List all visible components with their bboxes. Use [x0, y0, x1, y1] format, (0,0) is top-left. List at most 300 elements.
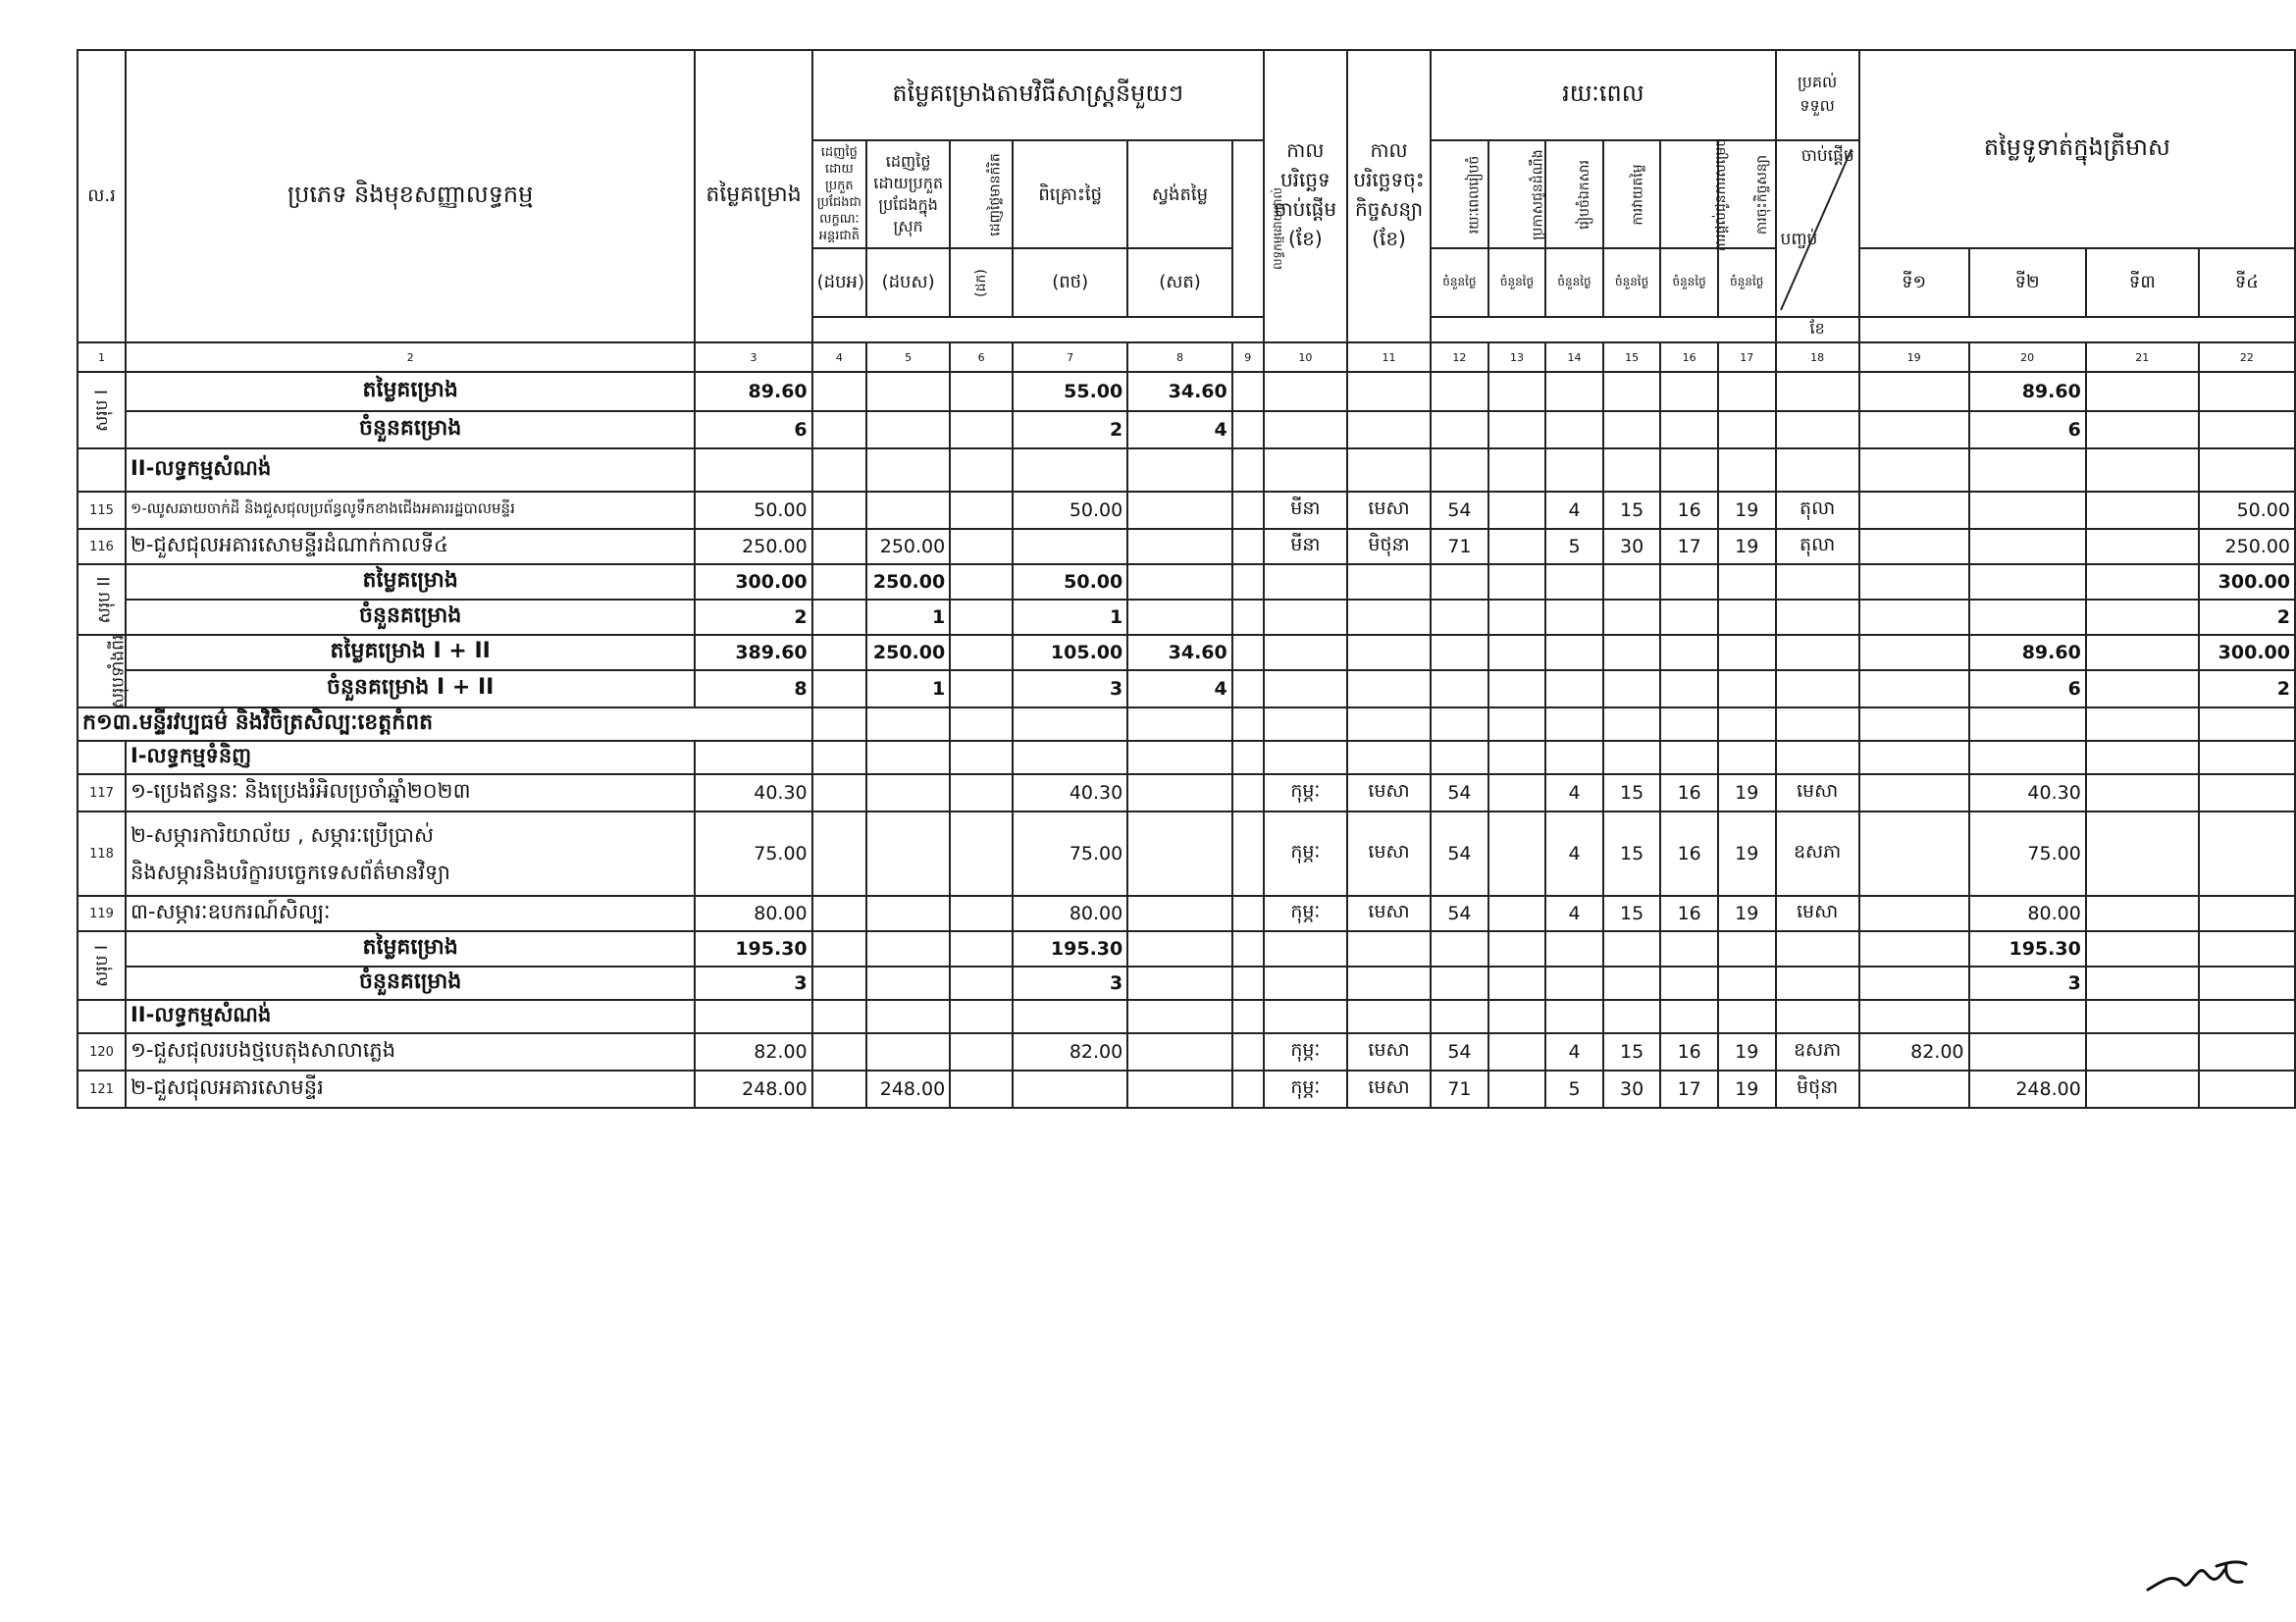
method-dbs: 1	[866, 600, 950, 635]
days-notice	[1488, 372, 1546, 411]
days-notice	[1488, 931, 1546, 967]
method-pt	[1013, 741, 1127, 774]
row-index	[78, 741, 126, 774]
table-row	[78, 529, 2295, 564]
table-body	[78, 372, 2295, 1108]
item-description: ៣-សម្ភារៈឧបករណ៍សិល្បៈ	[126, 896, 695, 931]
days-docs	[1545, 448, 1603, 492]
method-dbi	[812, 1000, 866, 1033]
project-cost: 82.00	[695, 1033, 811, 1071]
header-method-2: ដេញថ្លៃដោយប្រកួតប្រជែងក្នុងស្រុក	[866, 140, 950, 248]
days-approve	[1660, 411, 1718, 448]
quarter-1-payment	[1859, 896, 1969, 931]
days-notice	[1488, 600, 1546, 635]
days-approve: 17	[1660, 1071, 1718, 1108]
method-lp	[1232, 1033, 1264, 1071]
start-month: មីនា	[1264, 529, 1347, 564]
quarter-4-payment: 300.00	[2199, 635, 2295, 670]
project-cost: 195.30	[695, 931, 811, 967]
quarter-1-payment	[1859, 1000, 1969, 1033]
quarter-1-payment	[1859, 529, 1969, 564]
quarter-1-payment	[1859, 564, 1969, 600]
summary-label: តម្លៃគម្រោង	[126, 372, 695, 411]
method-pt: 82.00	[1013, 1033, 1127, 1071]
method-dk	[950, 741, 1013, 774]
method-dbs	[866, 372, 950, 411]
quarter-4-payment	[2199, 707, 2295, 741]
quarter-2-payment: 195.30	[1969, 931, 2086, 967]
quarter-2-payment: 6	[1969, 670, 2086, 707]
procurement-plan-sheet	[77, 49, 2296, 1526]
column-number: 9	[1232, 342, 1264, 372]
days-prep	[1431, 931, 1488, 967]
method-lp	[1232, 670, 1264, 707]
days-docs	[1545, 564, 1603, 600]
days-approve	[1660, 1000, 1718, 1033]
header-handover: ប្រគល់ទទួល	[1776, 50, 1859, 140]
quarter-3-payment	[2086, 529, 2199, 564]
days-approve	[1660, 670, 1718, 707]
quarter-1-payment	[1859, 811, 1969, 896]
quarter-4-payment	[2199, 774, 2295, 811]
days-prep: 54	[1431, 1033, 1488, 1071]
quarter-1-payment	[1859, 967, 1969, 1000]
quarter-4-payment	[2199, 896, 2295, 931]
section-row	[78, 448, 2295, 492]
method-st	[1127, 1033, 1231, 1071]
days-contract	[1718, 448, 1776, 492]
diagonal-divider	[1777, 141, 1855, 318]
header-duration-4-label: ការវាយតម្លៃ	[1630, 163, 1646, 226]
quarter-2-payment: 89.60	[1969, 635, 2086, 670]
days-notice	[1488, 411, 1546, 448]
method-pt: 75.00	[1013, 811, 1127, 896]
quarter-4-payment: 2	[2199, 600, 2295, 635]
days-eval	[1603, 635, 1661, 670]
header-start-period: កាលបរិច្ឆេទចាប់ផ្តើម (ខែ)	[1264, 50, 1347, 342]
project-cost: 250.00	[695, 529, 811, 564]
column-number: 5	[866, 342, 950, 372]
days-approve: 16	[1660, 1033, 1718, 1071]
row-index: 117	[78, 774, 126, 811]
header-method-3	[950, 140, 1013, 248]
start-month	[1264, 564, 1347, 600]
method-dk	[950, 492, 1013, 529]
start-month: កុម្ភៈ	[1264, 1033, 1347, 1071]
method-pt	[1013, 707, 1127, 741]
days-prep	[1431, 564, 1488, 600]
organization-title: ក១៣.មន្ទីរវប្បធម៌ និងវិចិត្រសិល្បៈខេត្តកំពត	[78, 707, 812, 741]
table-row	[78, 492, 2295, 529]
start-month	[1264, 372, 1347, 411]
quarter-1-payment: 82.00	[1859, 1033, 1969, 1071]
method-st	[1127, 967, 1231, 1000]
method-dk	[950, 564, 1013, 600]
days-contract	[1718, 741, 1776, 774]
column-number: 1	[78, 342, 126, 372]
quarter-4-payment	[2199, 411, 2295, 448]
quarter-4-payment: 300.00	[2199, 564, 2295, 600]
row-index	[78, 448, 126, 492]
row-index: 115	[78, 492, 126, 529]
days-approve	[1660, 967, 1718, 1000]
header-duration-1-label: រយៈពេលរៀបចំ	[1466, 155, 1483, 234]
method-lp	[1232, 931, 1264, 967]
side-label	[78, 634, 129, 708]
method-st	[1127, 529, 1231, 564]
method-dbi	[812, 372, 866, 411]
section-row	[78, 1000, 2295, 1033]
column-number: 18	[1776, 342, 1859, 372]
days-approve	[1660, 372, 1718, 411]
days-docs: 5	[1545, 1071, 1603, 1108]
method-dk	[950, 811, 1013, 896]
quarter-4-payment	[2199, 1071, 2295, 1108]
side-label-text: សរុប I	[91, 389, 112, 432]
method-st	[1127, 1000, 1231, 1033]
start-month	[1264, 931, 1347, 967]
days-approve	[1660, 931, 1718, 967]
method-pt	[1013, 529, 1127, 564]
quarter-3-payment	[2086, 811, 2199, 896]
days-eval	[1603, 564, 1661, 600]
method-dk	[950, 529, 1013, 564]
days-notice	[1488, 635, 1546, 670]
contract-month	[1347, 670, 1431, 707]
table-row	[78, 896, 2295, 931]
quarter-4-payment: 250.00	[2199, 529, 2295, 564]
method-dk	[950, 707, 1013, 741]
method-dbs	[866, 741, 950, 774]
days-eval: 30	[1603, 1071, 1661, 1108]
project-cost: 50.00	[695, 492, 811, 529]
days-docs	[1545, 372, 1603, 411]
method-lp	[1232, 372, 1264, 411]
header-duration-1	[1431, 140, 1488, 248]
header-method-1: ដេញថ្លៃដោយប្រកួតប្រជែងជាលក្ខណៈអន្តរជាតិ	[812, 140, 866, 248]
days-contract	[1718, 600, 1776, 635]
method-dk	[950, 411, 1013, 448]
quarter-2-payment	[1969, 529, 2086, 564]
quarter-3-payment	[2086, 372, 2199, 411]
start-month: កុម្ភៈ	[1264, 896, 1347, 931]
method-dbs	[866, 774, 950, 811]
method-lp	[1232, 707, 1264, 741]
days-eval	[1603, 411, 1661, 448]
method-dbi	[812, 492, 866, 529]
quarter-1-payment	[1859, 492, 1969, 529]
method-dbs	[866, 707, 950, 741]
quarter-2-payment: 3	[1969, 967, 2086, 1000]
start-month: មីនា	[1264, 492, 1347, 529]
method-st	[1127, 492, 1231, 529]
header-quarter-1: ទី១	[1859, 248, 1969, 317]
quarter-1-payment	[1859, 741, 1969, 774]
method-pt: 50.00	[1013, 492, 1127, 529]
summary-row	[78, 600, 2295, 635]
summary-label: តម្លៃគម្រោង I + II	[126, 635, 695, 670]
days-eval	[1603, 372, 1661, 411]
header-handover-start: ចាប់ផ្តើម	[1800, 146, 1854, 166]
section-label: II-លទ្ធកម្មសំណង់	[126, 448, 695, 492]
contract-month: មេសា	[1347, 1033, 1431, 1071]
contract-month	[1347, 1000, 1431, 1033]
quarter-1-payment	[1859, 635, 1969, 670]
days-approve	[1660, 600, 1718, 635]
contract-month	[1347, 931, 1431, 967]
item-description	[126, 811, 695, 896]
column-number: 11	[1347, 342, 1431, 372]
days-prep: 71	[1431, 529, 1488, 564]
method-dbi	[812, 411, 866, 448]
header-method-5-abbr: (សត)	[1127, 248, 1231, 317]
days-docs: 4	[1545, 1033, 1603, 1071]
start-month	[1264, 741, 1347, 774]
days-prep	[1431, 411, 1488, 448]
header-duration-group: រយៈពេល	[1431, 50, 1775, 140]
quarter-1-payment	[1859, 411, 1969, 448]
days-prep	[1431, 372, 1488, 411]
days-contract	[1718, 1000, 1776, 1033]
quarter-2-payment	[1969, 1033, 2086, 1071]
contract-month	[1347, 600, 1431, 635]
start-month	[1264, 448, 1347, 492]
handover-month	[1776, 967, 1859, 1000]
days-notice	[1488, 707, 1546, 741]
header-quarter-2: ទី២	[1969, 248, 2086, 317]
days-contract: 19	[1718, 774, 1776, 811]
method-st	[1127, 896, 1231, 931]
days-contract	[1718, 931, 1776, 967]
side-label-text: សរុប I	[91, 944, 112, 987]
days-docs	[1545, 600, 1603, 635]
item-description: ១-ជួសជុលរបងថ្មបេតុងសាលាភ្លេង	[126, 1033, 695, 1071]
item-description-line1: ២-សម្ភារការិយាល័យ , សម្ភារៈប្រើប្រាស់	[130, 823, 435, 847]
quarter-4-payment	[2199, 931, 2295, 967]
handover-month	[1776, 372, 1859, 411]
quarter-3-payment	[2086, 774, 2199, 811]
header-method-group: តម្លៃគម្រោងតាមវិធីសាស្ត្រនីមួយៗ	[812, 50, 1264, 140]
row-index: 121	[78, 1071, 126, 1108]
method-lp	[1232, 1000, 1264, 1033]
days-notice	[1488, 967, 1546, 1000]
days-approve	[1660, 707, 1718, 741]
method-dbi	[812, 896, 866, 931]
handover-month	[1776, 931, 1859, 967]
quarter-2-payment: 75.00	[1969, 811, 2086, 896]
method-dk	[950, 1033, 1013, 1071]
handover-month	[1776, 1000, 1859, 1033]
days-approve	[1660, 448, 1718, 492]
method-dk	[950, 774, 1013, 811]
column-number: 20	[1969, 342, 2086, 372]
days-approve: 16	[1660, 774, 1718, 811]
days-approve: 17	[1660, 529, 1718, 564]
method-dbi	[812, 774, 866, 811]
header-method-4: ពិគ្រោះថ្លៃ	[1013, 140, 1127, 248]
days-eval: 30	[1603, 529, 1661, 564]
days-eval: 15	[1603, 774, 1661, 811]
method-dk	[950, 600, 1013, 635]
project-cost: 389.60	[695, 635, 811, 670]
header-month: ខែ	[1776, 317, 1859, 342]
quarter-3-payment	[2086, 564, 2199, 600]
contract-month	[1347, 448, 1431, 492]
days-notice	[1488, 774, 1546, 811]
column-number: 4	[812, 342, 866, 372]
contract-month: មេសា	[1347, 896, 1431, 931]
header-spacer-3	[1859, 317, 2295, 342]
quarter-2-payment	[1969, 492, 2086, 529]
method-dbs: 250.00	[866, 529, 950, 564]
contract-month: មេសា	[1347, 774, 1431, 811]
method-dbi	[812, 564, 866, 600]
method-dk	[950, 896, 1013, 931]
column-number: 14	[1545, 342, 1603, 372]
days-docs	[1545, 741, 1603, 774]
contract-month	[1347, 635, 1431, 670]
method-dbi	[812, 741, 866, 774]
method-st: 34.60	[1127, 635, 1231, 670]
days-prep	[1431, 707, 1488, 741]
summary-row	[78, 931, 2295, 967]
contract-month	[1347, 707, 1431, 741]
quarter-2-payment: 6	[1969, 411, 2086, 448]
project-cost: 80.00	[695, 896, 811, 931]
days-contract: 19	[1718, 492, 1776, 529]
method-lp	[1232, 635, 1264, 670]
contract-month: មិថុនា	[1347, 529, 1431, 564]
header-quarter-3: ទី៣	[2086, 248, 2199, 317]
quarter-3-payment	[2086, 741, 2199, 774]
start-month	[1264, 707, 1347, 741]
header-no: ល.រ	[78, 50, 126, 342]
summary-label: ចំនួនគម្រោង	[126, 600, 695, 635]
method-pt: 50.00	[1013, 564, 1127, 600]
item-description-line2: និងសម្ភារនិងបរិក្ខារបច្ចេកទេសព័ត៌មានវិទ្យា	[130, 861, 450, 884]
days-docs	[1545, 707, 1603, 741]
header-method-6-label: លទ្ធកម្មដោយផ្ទាល់	[1270, 187, 1284, 270]
table-row	[78, 1033, 2295, 1071]
days-docs: 4	[1545, 492, 1603, 529]
days-eval	[1603, 448, 1661, 492]
days-eval: 15	[1603, 811, 1661, 896]
row-index	[78, 1000, 126, 1033]
method-dbs	[866, 931, 950, 967]
days-notice	[1488, 741, 1546, 774]
row-index: 120	[78, 1033, 126, 1071]
method-pt: 3	[1013, 670, 1127, 707]
method-st: 4	[1127, 411, 1231, 448]
row-index: 118	[78, 811, 126, 896]
column-number: 16	[1660, 342, 1718, 372]
column-number: 2	[126, 342, 695, 372]
quarter-1-payment	[1859, 670, 1969, 707]
header-spacer-2	[1431, 317, 1775, 342]
days-eval	[1603, 707, 1661, 741]
header-duration-3	[1545, 140, 1603, 248]
row-index: 116	[78, 529, 126, 564]
days-contract: 19	[1718, 529, 1776, 564]
header-desc: ប្រភេទ និងមុខសញ្ញាលទ្ធកម្ម	[126, 50, 695, 342]
handover-month: ឧសភា	[1776, 1033, 1859, 1071]
handover-month: ឧសភា	[1776, 811, 1859, 896]
item-description: ២-ជួសជុលអគារសោមន្ទីរដំណាក់កាលទី៤	[126, 529, 695, 564]
method-lp	[1232, 492, 1264, 529]
column-number: 19	[1859, 342, 1969, 372]
start-month: កុម្ភៈ	[1264, 1071, 1347, 1108]
contract-month	[1347, 564, 1431, 600]
quarter-1-payment	[1859, 448, 1969, 492]
header-method-3-label: ដេញថ្លៃមានកំរិត	[987, 152, 1004, 236]
days-docs: 5	[1545, 529, 1603, 564]
column-number: 7	[1013, 342, 1127, 372]
header-cost: តម្លៃគម្រោង	[695, 50, 811, 342]
days-contract	[1718, 372, 1776, 411]
days-contract	[1718, 411, 1776, 448]
section-row	[78, 707, 2295, 741]
method-dbs	[866, 811, 950, 896]
handover-month	[1776, 411, 1859, 448]
row-index: 119	[78, 896, 126, 931]
column-number: 13	[1488, 342, 1546, 372]
section-label: II-លទ្ធកម្មសំណង់	[126, 1000, 695, 1033]
handover-month	[1776, 741, 1859, 774]
method-dbs	[866, 1000, 950, 1033]
project-cost: 3	[695, 967, 811, 1000]
method-dk	[950, 635, 1013, 670]
start-month	[1264, 670, 1347, 707]
days-notice	[1488, 564, 1546, 600]
item-description: ១-ឈូសឆាយចាក់ដី និងជួសជុលប្រព័ន្ធលូទឹកខាងជើងអគាររដ្ឋបាលមន្ទីរ	[126, 492, 695, 529]
quarter-1-payment	[1859, 600, 1969, 635]
method-dbs: 1	[866, 670, 950, 707]
header-duration-unit-2: ចំនួនថ្ងៃ	[1488, 248, 1546, 317]
days-eval: 15	[1603, 1033, 1661, 1071]
contract-month	[1347, 967, 1431, 1000]
side-label	[78, 372, 126, 448]
handover-month: មេសា	[1776, 774, 1859, 811]
days-contract	[1718, 707, 1776, 741]
summary-row	[78, 967, 2295, 1000]
quarter-3-payment	[2086, 448, 2199, 492]
days-notice	[1488, 448, 1546, 492]
quarter-4-payment	[2199, 448, 2295, 492]
column-number: 12	[1431, 342, 1488, 372]
days-eval	[1603, 670, 1661, 707]
summary-label: ចំនួនគម្រោង I + II	[126, 670, 695, 707]
quarter-1-payment	[1859, 931, 1969, 967]
summary-row	[78, 372, 2295, 411]
quarter-4-payment: 50.00	[2199, 492, 2295, 529]
days-contract	[1718, 564, 1776, 600]
days-prep	[1431, 448, 1488, 492]
quarter-3-payment	[2086, 931, 2199, 967]
table-row	[78, 1071, 2295, 1108]
days-notice	[1488, 492, 1546, 529]
summary-row	[78, 411, 2295, 448]
days-approve	[1660, 564, 1718, 600]
header-payment-group: តម្លៃទូទាត់ក្នុងត្រីមាស	[1859, 50, 2295, 248]
summary-row	[78, 635, 2295, 670]
header-duration-5	[1660, 137, 1730, 251]
contract-month: មេសា	[1347, 1071, 1431, 1108]
method-lp	[1232, 411, 1264, 448]
days-docs	[1545, 1000, 1603, 1033]
quarter-3-payment	[2086, 967, 2199, 1000]
days-notice	[1488, 1000, 1546, 1033]
method-pt: 105.00	[1013, 635, 1127, 670]
